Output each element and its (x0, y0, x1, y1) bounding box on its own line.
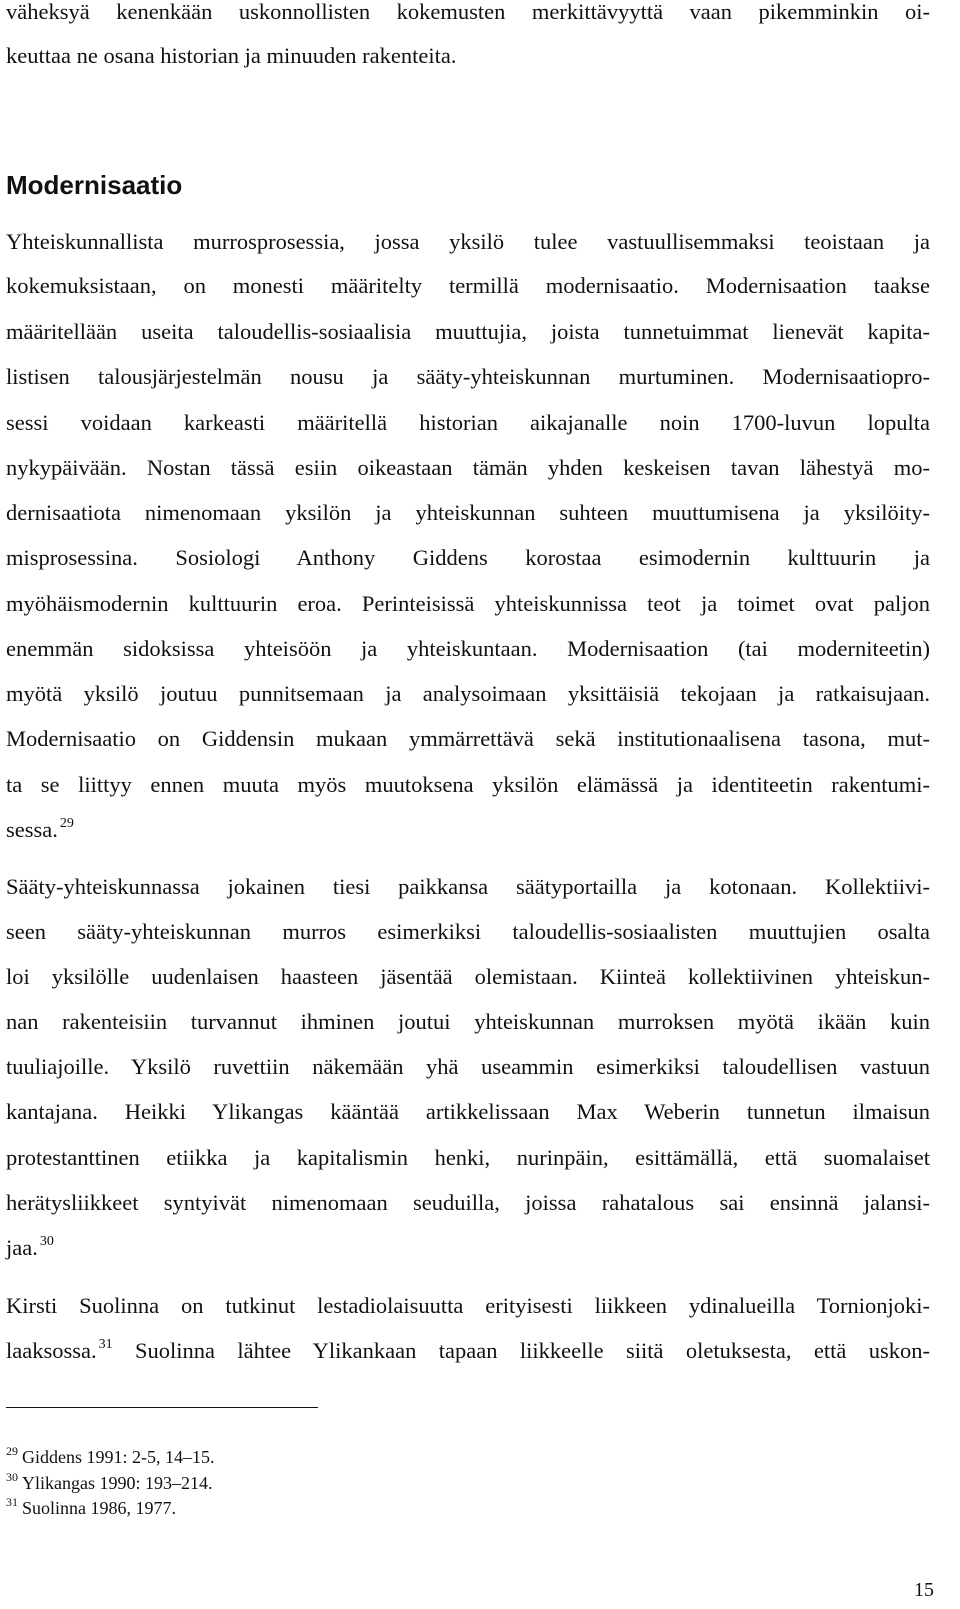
paragraph1-line: dernisaatiota nimenomaan yksilön ja yhteiskunnan suhteen muuttumisena ja yksilöity- (6, 500, 930, 525)
footnote-text: Suolinna 1986, 1977. (22, 1498, 177, 1518)
footnote-number: 30 (6, 1470, 18, 1484)
paragraph1-last-text: sessa. (6, 817, 58, 842)
paragraph1-line: sessi voidaan karkeasti määritellä historian aikajanalle noin 1700-luvun lopulta (6, 410, 930, 435)
footnote-separator (6, 1407, 318, 1408)
paragraph2-line: nan rakenteisiin turvannut ihminen joutui yhteiskunnan murroksen myötä ikään kuin (6, 1009, 930, 1034)
footnote-number: 31 (6, 1495, 18, 1509)
paragraph2-last-line (6, 1236, 930, 1264)
paragraph1-last-line (6, 818, 930, 846)
footnote-ref-31[interactable]: 31 (98, 1337, 113, 1352)
footnote-ref-29[interactable]: 29 (59, 816, 74, 831)
paragraph2-line: herätysliikkeet syntyivät nimenomaan seuduilla, joissa rahatalous sai ensinnä jalansi- (6, 1190, 930, 1215)
paragraph2-line: loi yksilölle uudenlaisen haasteen jäsentää olemistaan. Kiinteä kollektiivinen yhteiskun- (6, 964, 930, 989)
footnote-29 (6, 1446, 215, 1470)
paragraph2-line: kantajana. Heikki Ylikangas kääntää artikkelissaan Max Weberin tunnetun ilmaisun (6, 1099, 930, 1124)
footnote-30 (6, 1472, 213, 1496)
paragraph2-line: seen sääty-yhteiskunnan murros esimerkiksi taloudellis-sosiaalisten muuttujien osalta (6, 919, 930, 944)
paragraph1-line: kokemuksistaan, on monesti määritelty termillä modernisaatio. Modernisaation taakse (6, 273, 930, 298)
intro-line-2: keuttaa ne osana historian ja minuuden rakenteita. (6, 43, 457, 68)
paragraph3-line: Kirsti Suolinna on tutkinut lestadiolaisuutta erityisesti liikkeen ydinalueilla Tornionjoki- (6, 1293, 930, 1318)
paragraph2-last-text: jaa. (6, 1235, 38, 1260)
section-heading: Modernisaatio (6, 170, 183, 200)
paragraph1-line: määritellään useita taloudellis-sosiaalisia muuttujia, joista tunnetuimmat lienevät kapita- (6, 319, 930, 344)
footnote-ref-30[interactable]: 30 (39, 1234, 54, 1249)
paragraph3-line-2 (6, 1339, 930, 1367)
paragraph1-line: myötä yksilö joutuu punnitsemaan ja analysoimaan yksittäisiä tekojaan ja ratkaisujaan. (6, 681, 930, 706)
paragraph1-line: nykypäivään. Nostan tässä esiin oikeastaan tämän yhden keskeisen tavan lähestyä mo- (6, 455, 930, 480)
paragraph1-line: Modernisaatio on Giddensin mukaan ymmärrettävä sekä institutionaalisena tasona, mut- (6, 726, 930, 751)
intro-line-1: väheksyä kenenkään uskonnollisten kokemusten merkittävyyttä vaan pikemminkin oi- (6, 0, 930, 24)
paragraph1-line: myöhäismodernin kulttuurin eroa. Perinteisissä yhteiskunnissa teot ja toimet ovat paljon (6, 591, 930, 616)
paragraph1-line: misprosessina. Sosiologi Anthony Giddens korostaa esimodernin kulttuurin ja (6, 545, 930, 570)
paragraph1-line: ta se liittyy ennen muuta myös muutoksena yksilön elämässä ja identiteetin rakentumi- (6, 772, 930, 797)
paragraph1-line: listisen talousjärjestelmän nousu ja sääty-yhteiskunnan murtuminen. Modernisaatiopro- (6, 364, 930, 389)
footnote-text: Ylikangas 1990: 193–214. (22, 1473, 213, 1493)
paragraph1-line: Yhteiskunnallista murrosprosessia, jossa yksilö tulee vastuullisemmaksi teoistaan ja (6, 229, 930, 254)
paragraph2-line: Sääty-yhteiskunnassa jokainen tiesi paikkansa säätyportailla ja kotonaan. Kollektiivi- (6, 874, 930, 899)
paragraph2-line: protestanttinen etiikka ja kapitalismin henki, nurinpäin, esittämällä, että suomalaiset (6, 1145, 930, 1170)
footnote-text: Giddens 1991: 2-5, 14–15. (22, 1447, 215, 1467)
page-number: 15 (914, 1579, 934, 1601)
footnote-31 (6, 1497, 176, 1521)
paragraph2-line: tuuliajoille. Yksilö ruvettiin näkemään yhä useammin esimerkiksi taloudellisen vastuun (6, 1054, 930, 1079)
paragraph3-line2-start: laaksossa. (6, 1338, 97, 1363)
footnote-number: 29 (6, 1444, 18, 1458)
paragraph3-line2-rest: Suolinna lähtee Ylikankaan tapaan liikkeelle siitä oletuksesta, että uskon- (135, 1338, 931, 1363)
paragraph1-line: enemmän sidoksissa yhteisöön ja yhteiskuntaan. Modernisaation (tai moderniteetin) (6, 636, 930, 661)
